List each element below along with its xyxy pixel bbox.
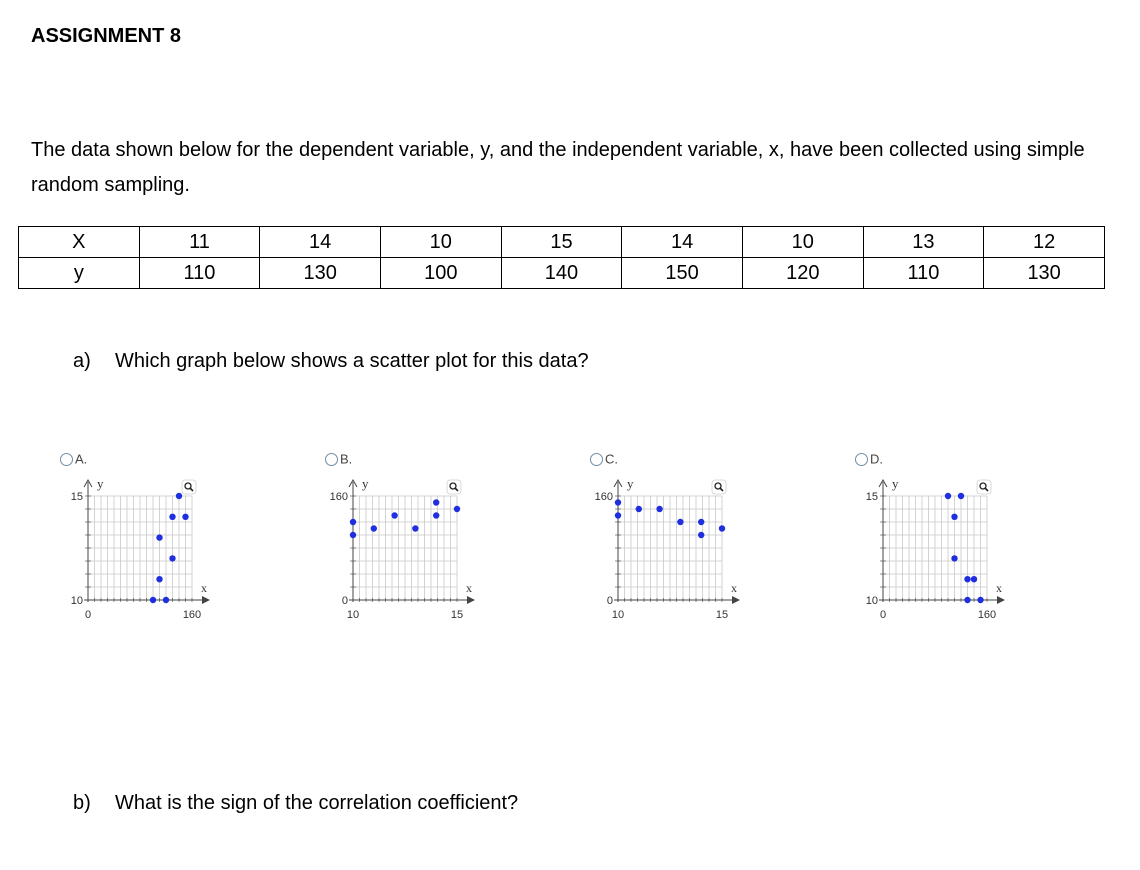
y-tick-label-bottom: 0	[341, 595, 348, 607]
y-tick-label-top: 15	[70, 491, 83, 503]
data-point	[951, 555, 957, 561]
x-tick-label-left: 10	[611, 609, 625, 621]
data-point	[433, 512, 439, 518]
table-cell: 10	[380, 227, 501, 258]
y-tick-label-bottom: 0	[606, 595, 613, 607]
data-point	[964, 597, 970, 603]
table-row-x	[19, 227, 1105, 258]
zoom-icon-frame	[447, 480, 461, 494]
table-cell: 120	[742, 258, 863, 289]
y-tick-label-bottom: 10	[70, 595, 83, 607]
x-tick-label-right: 15	[450, 609, 464, 621]
table-cell: 15	[501, 227, 622, 258]
data-point	[150, 597, 156, 603]
data-point	[176, 493, 182, 499]
data-point	[163, 597, 169, 603]
table-cell: 130	[260, 258, 381, 289]
radio-button[interactable]	[855, 453, 868, 466]
y-tick-label-top: 160	[594, 491, 613, 503]
table-cell: 110	[139, 258, 260, 289]
table-cell: 14	[260, 227, 381, 258]
data-table	[18, 226, 1105, 289]
data-point	[636, 506, 642, 512]
zoom-icon-frame	[712, 480, 726, 494]
x-axis-label: x	[996, 581, 1002, 595]
data-point	[615, 512, 621, 518]
data-point	[615, 499, 621, 505]
option-b[interactable]	[325, 448, 525, 638]
row-label: X	[19, 227, 140, 258]
table-cell: 140	[501, 258, 622, 289]
data-point	[977, 597, 983, 603]
table-row-y	[19, 258, 1105, 289]
question-a-label: a)	[73, 350, 91, 372]
data-point	[698, 519, 704, 525]
data-point	[945, 493, 951, 499]
data-point	[169, 514, 175, 520]
data-point	[412, 525, 418, 531]
data-point	[719, 525, 725, 531]
radio-button[interactable]	[60, 453, 73, 466]
radio-button[interactable]	[590, 453, 603, 466]
x-axis-label: x	[731, 581, 737, 595]
data-point	[971, 576, 977, 582]
y-tick-label-top: 160	[329, 491, 348, 503]
option-letter: A.	[75, 451, 88, 467]
y-axis-label: y	[362, 476, 369, 491]
scatter-plot-a	[60, 476, 260, 636]
option-letter: C.	[605, 451, 618, 467]
question-b	[73, 792, 518, 815]
x-axis-arrow	[732, 596, 740, 604]
data-point	[350, 532, 356, 538]
data-point	[350, 519, 356, 525]
data-point	[156, 534, 162, 540]
row-label: y	[19, 258, 140, 289]
x-tick-label-right: 160	[182, 609, 202, 621]
y-axis-label: y	[892, 476, 899, 491]
data-point	[951, 514, 957, 520]
data-point	[169, 555, 175, 561]
option-c[interactable]	[590, 448, 790, 638]
data-point	[433, 499, 439, 505]
option-d[interactable]	[855, 448, 1055, 638]
x-axis-label: x	[201, 581, 207, 595]
table-cell: 100	[380, 258, 501, 289]
y-axis-label: y	[97, 476, 104, 491]
data-point	[964, 576, 970, 582]
x-tick-label-left: 10	[346, 609, 360, 621]
y-axis-label: y	[627, 476, 634, 491]
question-b-label: b)	[73, 792, 91, 814]
y-tick-label-bottom: 10	[865, 595, 878, 607]
assignment-title: ASSIGNMENT 8	[31, 25, 182, 47]
table-cell: 10	[742, 227, 863, 258]
data-point	[454, 506, 460, 512]
x-axis-arrow	[202, 596, 210, 604]
x-axis-label: x	[466, 581, 472, 595]
table-cell: 130	[984, 258, 1105, 289]
table-cell: 13	[863, 227, 984, 258]
data-point	[698, 532, 704, 538]
table-cell: 14	[622, 227, 743, 258]
scatter-plot-b	[325, 476, 525, 636]
x-tick-label-left: 0	[84, 609, 92, 621]
table-cell: 150	[622, 258, 743, 289]
scatter-plot-c	[590, 476, 790, 636]
x-axis-arrow	[997, 596, 1005, 604]
question-a-text: Which graph below shows a scatter plot for this data?	[115, 350, 589, 372]
intro-text: The data shown below for the dependent variable, y, and the independent variable, x, have been collected using simple random sampling.	[31, 139, 1085, 196]
data-point	[958, 493, 964, 499]
data-point	[156, 576, 162, 582]
table-cell: 11	[139, 227, 260, 258]
zoom-icon-frame	[977, 480, 991, 494]
option-letter: D.	[870, 451, 883, 467]
x-axis-arrow	[467, 596, 475, 604]
data-point	[371, 525, 377, 531]
question-b-text: What is the sign of the correlation coefficient?	[115, 792, 519, 814]
table-cell: 12	[984, 227, 1105, 258]
question-a	[73, 350, 589, 373]
data-point	[182, 514, 188, 520]
option-letter: B.	[340, 451, 353, 467]
radio-button[interactable]	[325, 453, 338, 466]
y-tick-label-top: 15	[865, 491, 878, 503]
zoom-icon-frame	[182, 480, 196, 494]
data-point	[656, 506, 662, 512]
table-cell: 110	[863, 258, 984, 289]
data-point	[677, 519, 683, 525]
option-a[interactable]	[60, 448, 260, 638]
scatter-plot-d	[855, 476, 1055, 636]
data-point	[391, 512, 397, 518]
x-tick-label-right: 160	[977, 609, 997, 621]
x-tick-label-left: 0	[879, 609, 887, 621]
x-tick-label-right: 15	[715, 609, 729, 621]
